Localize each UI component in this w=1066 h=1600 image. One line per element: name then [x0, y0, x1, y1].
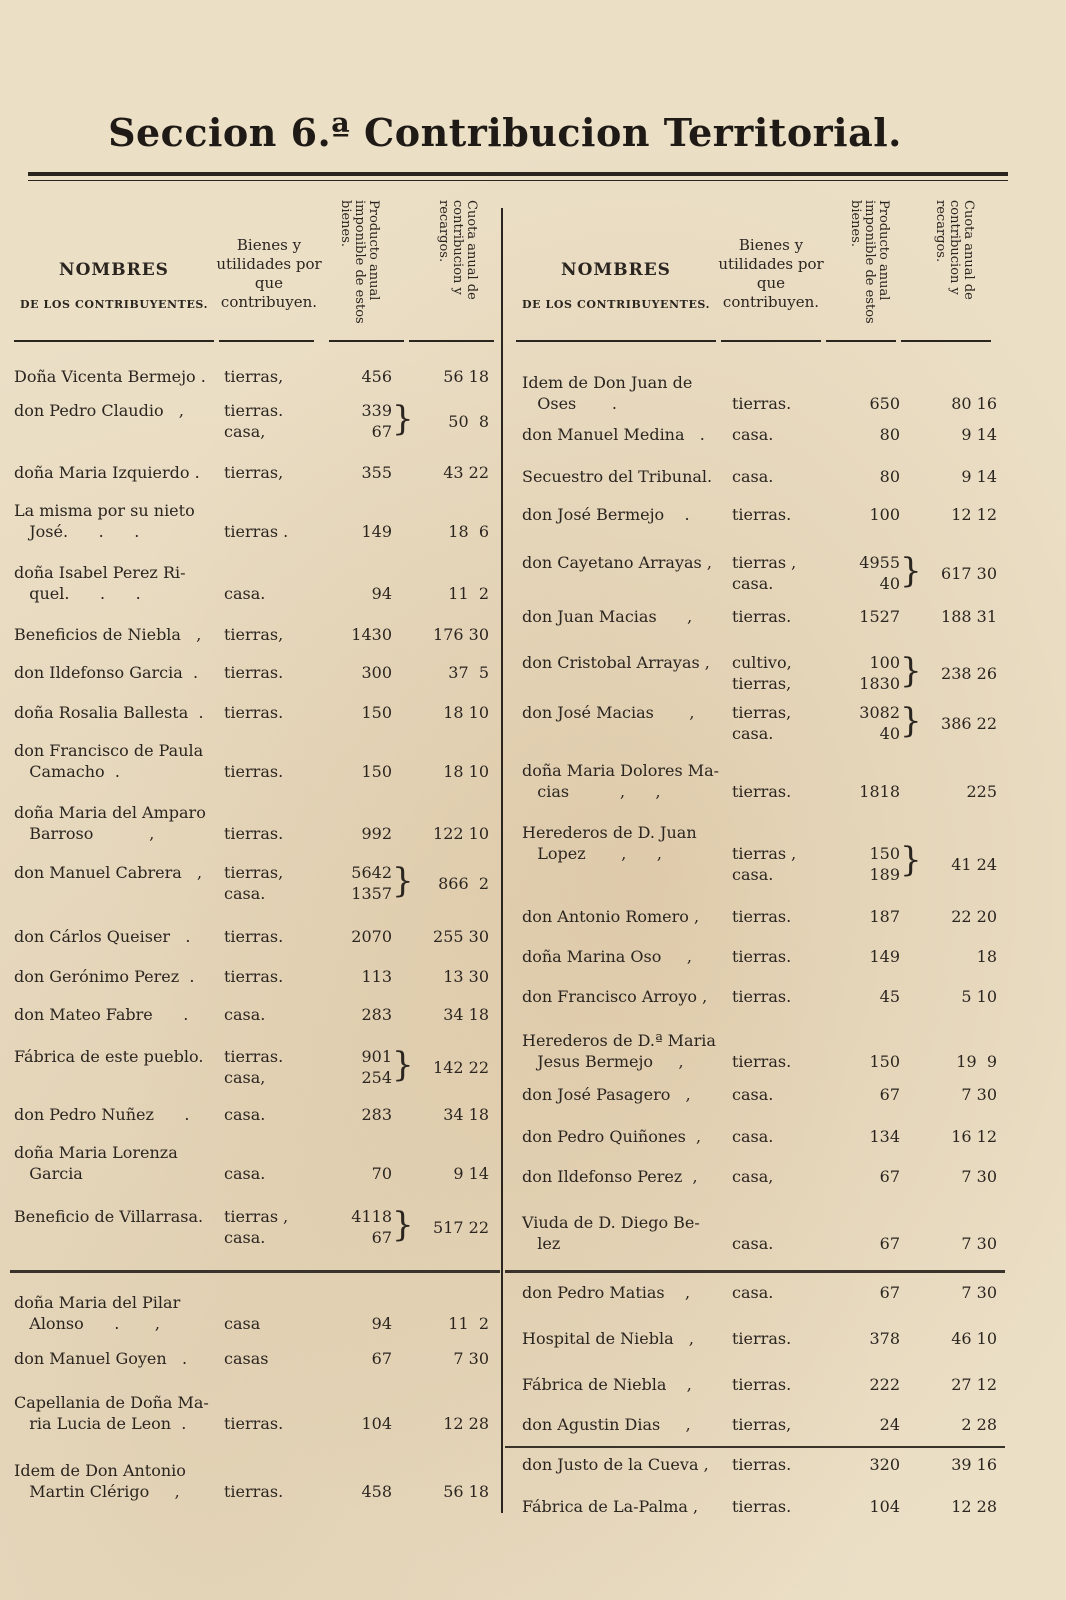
cell-bienes: casa, [732, 1167, 774, 1186]
cell-name: doña Maria Izquierdo . [14, 463, 200, 482]
header-rule [826, 340, 896, 342]
cell-name: Hospital de Niebla , [522, 1329, 694, 1348]
cell-name: don José Pasagero , [522, 1085, 691, 1104]
table-row [522, 606, 1002, 650]
cell-cuota: 27 12 [951, 1375, 997, 1394]
header-rule [219, 340, 314, 342]
brace-icon: } [392, 1205, 414, 1245]
cell-prod: 458 [361, 1482, 392, 1501]
header-producto: Producto anual imponible de estos bienes. [338, 200, 381, 324]
cell-prod: 150 189 [869, 844, 900, 884]
title-rule [28, 172, 1008, 176]
cell-bienes: casa. [224, 1164, 266, 1183]
table-row [14, 1292, 494, 1336]
cell-name: don Mateo Fabre . [14, 1005, 189, 1024]
cell-prod: 80 [879, 425, 900, 444]
cell-name: don Manuel Cabrera , [14, 863, 203, 882]
table-row [14, 1004, 494, 1048]
cell-prod: 70 [371, 1164, 392, 1183]
cell-name: don Manuel Medina . [522, 425, 705, 444]
cell-cuota: 34 18 [443, 1105, 489, 1124]
cell-cuota: 9 14 [961, 425, 997, 444]
table-row [522, 906, 1002, 950]
header-cuota: Cuota anual de contribucion y recargos. [436, 200, 479, 300]
table-row [522, 1084, 1002, 1128]
table-row [522, 1414, 1002, 1458]
table-row [522, 946, 1002, 990]
table-row [522, 1282, 1002, 1326]
cell-cuota: 56 18 [443, 367, 489, 386]
title-rule-thin [28, 180, 1008, 181]
cell-name: Fábrica de este pueblo. [14, 1047, 204, 1066]
cell-cuota: 5 10 [961, 987, 997, 1006]
cell-prod: 150 [361, 703, 392, 722]
header-bienes: Bienes y utilidades por que contribuyen. [718, 236, 824, 311]
cell-bienes: tierras. [732, 1455, 792, 1474]
cell-bienes: tierras, casa. [224, 863, 284, 903]
cell-prod: 67 [879, 1283, 900, 1302]
cell-prod: 134 [869, 1127, 900, 1146]
cell-prod: 320 [869, 1455, 900, 1474]
cell-name: don Antonio Romero , [522, 907, 700, 926]
cell-cuota: 142 22 [433, 1058, 489, 1077]
brace-icon: } [900, 551, 922, 591]
cell-bienes: casa. [732, 1085, 774, 1104]
cell-bienes: tierras, [224, 625, 284, 644]
cell-prod: 150 [361, 762, 392, 781]
table-row [14, 802, 494, 846]
header-names [516, 260, 716, 311]
cell-bienes: casa. [732, 1234, 774, 1253]
cell-cuota: 37 5 [448, 663, 489, 682]
cell-name: Idem de Don Juan de Oses . [522, 373, 693, 413]
cell-name: don Pedro Nuñez . [14, 1105, 190, 1124]
table-header-left [14, 200, 494, 340]
cell-prod: 901 254 [361, 1047, 392, 1087]
cell-bienes: casa. [732, 425, 774, 444]
cell-cuota: 34 18 [443, 1005, 489, 1024]
brace-icon: } [392, 861, 414, 901]
cell-name: don Cayetano Arrayas , [522, 553, 712, 572]
cell-prod: 300 [361, 663, 392, 682]
header-rule [516, 340, 716, 342]
cell-bienes: casa. [224, 1005, 266, 1024]
cell-cuota: 41 24 [951, 855, 997, 874]
cell-name: don Agustin Dias , [522, 1415, 691, 1434]
cell-cuota: 18 10 [443, 703, 489, 722]
cell-prod: 149 [869, 947, 900, 966]
cell-bienes: tierras. [224, 1482, 284, 1501]
cell-prod: 149 [361, 522, 392, 541]
header-names [14, 260, 214, 311]
cell-bienes: tierras, casa. [732, 703, 792, 743]
table-row [522, 372, 1002, 416]
table-row [522, 504, 1002, 548]
cell-prod: 378 [869, 1329, 900, 1348]
cell-name: don Ildefonso Perez , [522, 1167, 698, 1186]
cell-prod: 4955 40 [859, 553, 900, 593]
cell-bienes: tierras. [732, 782, 792, 801]
table-row [14, 662, 494, 706]
cell-cuota: 7 30 [961, 1167, 997, 1186]
cell-bienes: tierras, [732, 1415, 792, 1434]
cell-bienes: tierras , casa. [732, 844, 797, 884]
cell-name: doña Maria Dolores Ma- cias , , [522, 761, 720, 801]
cell-cuota: 225 [966, 782, 997, 801]
table-row [14, 1142, 494, 1186]
cell-prod: 5642 1357 [351, 863, 392, 903]
cell-name: doña Maria del Amparo Barroso , [14, 803, 206, 843]
table-header-right [516, 200, 1006, 340]
cell-bienes: casa. [732, 467, 774, 486]
cell-prod: 1527 [859, 607, 900, 626]
cell-bienes: tierras , casa. [224, 1207, 289, 1247]
cell-prod: 650 [869, 394, 900, 413]
table-row [522, 822, 1002, 884]
cell-cuota: 16 12 [951, 1127, 997, 1146]
cell-prod: 94 [371, 584, 392, 603]
cell-cuota: 50 8 [448, 412, 489, 431]
table-row [522, 1454, 1002, 1498]
cell-prod: 3082 40 [859, 703, 900, 743]
cell-bienes: tierras. [732, 394, 792, 413]
cell-bienes: tierras. [732, 505, 792, 524]
cell-bienes: casa [224, 1314, 261, 1333]
brace-icon: } [900, 840, 922, 880]
table-row [14, 926, 494, 970]
cell-name: don Ildefonso Garcia . [14, 663, 199, 682]
cell-cuota: 12 28 [951, 1497, 997, 1516]
table-row [14, 1392, 494, 1436]
cell-name: Idem de Don Antonio Martin Clérigo , [14, 1461, 186, 1501]
cell-cuota: 9 14 [961, 467, 997, 486]
cell-cuota: 7 30 [961, 1234, 997, 1253]
cell-cuota: 9 14 [453, 1164, 489, 1183]
cell-name: Herederos de D.ª Maria Jesus Bermejo , [522, 1031, 716, 1071]
brace-icon: } [392, 399, 414, 439]
header-bienes: Bienes y utilidades por que contribuyen. [216, 236, 322, 311]
cell-name: doña Marina Oso , [522, 947, 692, 966]
brace-icon: } [900, 651, 922, 691]
cell-cuota: 617 30 [941, 564, 997, 583]
cell-prod: 2070 [351, 927, 392, 946]
cell-cuota: 43 22 [443, 463, 489, 482]
cell-bienes: casa. [224, 1105, 266, 1124]
cell-bienes: tierras. casa, [224, 1047, 284, 1087]
cell-prod: 4118 67 [351, 1207, 392, 1247]
cell-cuota: 56 18 [443, 1482, 489, 1501]
table-row [522, 1374, 1002, 1418]
table-row [522, 1212, 1002, 1256]
cell-bienes: tierras. [732, 1052, 792, 1071]
cell-cuota: 11 2 [448, 584, 489, 603]
cell-cuota: 2 28 [961, 1415, 997, 1434]
header-names-big: NOMBRES [561, 260, 671, 280]
cell-bienes: tierras. [224, 824, 284, 843]
cell-cuota: 19 9 [956, 1052, 997, 1071]
cell-cuota: 12 28 [443, 1414, 489, 1433]
cell-bienes: tierras. [732, 607, 792, 626]
cell-name: Secuestro del Tribunal. [522, 467, 713, 486]
cell-prod: 187 [869, 907, 900, 926]
cell-name: don Juan Macias , [522, 607, 693, 626]
table-row [14, 1206, 494, 1250]
cell-bienes: tierras , casa. [732, 553, 797, 593]
table-row [14, 862, 494, 906]
cell-cuota: 386 22 [941, 714, 997, 733]
cell-prod: 67 [879, 1167, 900, 1186]
table-row [522, 986, 1002, 1030]
cell-bienes: tierras. [732, 907, 792, 926]
table-row [522, 1328, 1002, 1372]
table-row [14, 500, 494, 544]
cell-cuota: 80 16 [951, 394, 997, 413]
cell-cuota: 7 30 [961, 1085, 997, 1104]
header-rule [329, 340, 404, 342]
cell-prod: 456 [361, 367, 392, 386]
cell-prod: 100 1830 [859, 653, 900, 693]
section-rule-left [10, 1270, 500, 1273]
cell-prod: 100 [869, 505, 900, 524]
cell-cuota: 13 30 [443, 967, 489, 986]
cell-bienes: tierras. [224, 1414, 284, 1433]
cell-bienes: casa. [732, 1283, 774, 1302]
cell-cuota: 7 30 [453, 1349, 489, 1368]
table-row [14, 1046, 494, 1090]
table-row [522, 1126, 1002, 1170]
cell-prod: 355 [361, 463, 392, 482]
cell-bienes: tierras. [224, 927, 284, 946]
cell-cuota: 22 20 [951, 907, 997, 926]
header-rule [721, 340, 821, 342]
table-row [14, 740, 494, 784]
cell-cuota: 18 [976, 947, 997, 966]
cell-name: don Pedro Quiñones , [522, 1127, 702, 1146]
cell-cuota: 176 30 [433, 625, 489, 644]
header-producto: Producto anual imponible de estos bienes. [848, 200, 891, 324]
cell-name: Viuda de D. Diego Be- lez [522, 1213, 700, 1253]
cell-cuota: 11 2 [448, 1314, 489, 1333]
cell-name: don José Macias , [522, 703, 695, 722]
cell-name: don Manuel Goyen . [14, 1349, 188, 1368]
cell-name: don Cristobal Arrayas , [522, 653, 710, 672]
cell-name: don Justo de la Cueva , [522, 1455, 709, 1474]
cell-cuota: 18 10 [443, 762, 489, 781]
cell-name: don Francisco de Paula Camacho . [14, 741, 204, 781]
cell-bienes: tierras, [224, 463, 284, 482]
page-title: Seccion 6.ª Contribucion Territorial. [108, 110, 902, 155]
cell-bienes: tierras. [224, 703, 284, 722]
cell-prod: 992 [361, 824, 392, 843]
cell-cuota: 39 16 [951, 1455, 997, 1474]
header-rule [409, 340, 494, 342]
header-cuota: Cuota anual de contribucion y recargos. [933, 200, 976, 300]
cell-bienes: casas [224, 1349, 269, 1368]
cell-name: doña Isabel Perez Ri- quel. . . [14, 563, 186, 603]
cell-cuota: 12 12 [951, 505, 997, 524]
cell-cuota: 238 26 [941, 664, 997, 683]
cell-name: Fábrica de La-Palma , [522, 1497, 699, 1516]
cell-prod: 45 [879, 987, 900, 1006]
cell-cuota: 46 10 [951, 1329, 997, 1348]
table-row [522, 1030, 1002, 1074]
cell-name: Beneficios de Niebla , [14, 625, 202, 644]
cell-bienes: tierras . [224, 522, 289, 541]
cell-cuota: 517 22 [433, 1218, 489, 1237]
cell-name: Capellania de Doña Ma- ria Lucia de Leon . [14, 1393, 209, 1433]
cell-name: Herederos de D. Juan Lopez , , [522, 823, 697, 863]
cell-prod: 1818 [859, 782, 900, 801]
cell-cuota: 122 10 [433, 824, 489, 843]
cell-prod: 113 [361, 967, 392, 986]
cell-name: doña Rosalia Ballesta . [14, 703, 204, 722]
cell-bienes: casa. [732, 1127, 774, 1146]
cell-name: don Gerónimo Perez . [14, 967, 195, 986]
cell-bienes: tierras. [224, 663, 284, 682]
cell-cuota: 7 30 [961, 1283, 997, 1302]
cell-bienes: tierras. [732, 1497, 792, 1516]
cell-bienes: tierras. [732, 1375, 792, 1394]
cell-prod: 222 [869, 1375, 900, 1394]
table-row [14, 1348, 494, 1392]
cell-cuota: 18 6 [448, 522, 489, 541]
header-names-small: DE LOS CONTRIBUYENTES. [19, 298, 209, 311]
cell-cuota: 255 30 [433, 927, 489, 946]
cell-bienes: cultivo, tierras, [732, 653, 792, 693]
header-rule [901, 340, 991, 342]
cell-prod: 283 [361, 1105, 392, 1124]
brace-icon: } [900, 701, 922, 741]
cell-prod: 80 [879, 467, 900, 486]
cell-bienes: tierras. [224, 762, 284, 781]
cell-prod: 339 67 [361, 401, 392, 441]
cell-prod: 67 [879, 1085, 900, 1104]
brace-icon: } [392, 1045, 414, 1085]
cell-prod: 24 [879, 1415, 900, 1434]
cell-name: Doña Vicenta Bermejo . [14, 367, 206, 386]
cell-prod: 283 [361, 1005, 392, 1024]
table-row [522, 652, 1002, 696]
column-divider [501, 208, 503, 1513]
table-row [522, 702, 1002, 746]
cell-name: doña Maria Lorenza Garcia [14, 1143, 178, 1183]
cell-name: La misma por su nieto José. . . [14, 501, 195, 541]
table-row [522, 424, 1002, 468]
cell-prod: 67 [879, 1234, 900, 1253]
cell-prod: 104 [869, 1497, 900, 1516]
cell-name: don Pedro Matias , [522, 1283, 691, 1302]
table-row [14, 562, 494, 606]
cell-bienes: tierras, [224, 367, 284, 386]
table-row [14, 400, 494, 444]
cell-bienes: tierras. casa, [224, 401, 284, 441]
cell-bienes: tierras. [732, 987, 792, 1006]
cell-name: don Francisco Arroyo , [522, 987, 708, 1006]
cell-cuota: 866 2 [438, 874, 489, 893]
cell-name: don Cárlos Queiser . [14, 927, 191, 946]
cell-prod: 104 [361, 1414, 392, 1433]
table-row [522, 1496, 1002, 1540]
section-rule-right [505, 1270, 1005, 1273]
header-rule [14, 340, 214, 342]
cell-name: Beneficio de Villarrasa. [14, 1207, 204, 1226]
cell-prod: 67 [371, 1349, 392, 1368]
cell-name: doña Maria del Pilar Alonso . , [14, 1293, 181, 1333]
cell-bienes: tierras. [732, 1329, 792, 1348]
cell-name: Fábrica de Niebla , [522, 1375, 692, 1394]
cell-bienes: tierras. [224, 967, 284, 986]
cell-name: don Pedro Claudio , [14, 401, 184, 420]
cell-name: don José Bermejo . [522, 505, 690, 524]
table-row [14, 1460, 494, 1504]
cell-bienes: casa. [224, 584, 266, 603]
cell-prod: 150 [869, 1052, 900, 1071]
cell-bienes: tierras. [732, 947, 792, 966]
table-row [522, 552, 1002, 596]
cell-cuota: 188 31 [941, 607, 997, 626]
cell-prod: 1430 [351, 625, 392, 644]
table-row [522, 760, 1002, 804]
header-names-big: NOMBRES [59, 260, 169, 280]
table-row [522, 1166, 1002, 1210]
header-names-small: DE LOS CONTRIBUYENTES. [521, 298, 711, 311]
cell-prod: 94 [371, 1314, 392, 1333]
